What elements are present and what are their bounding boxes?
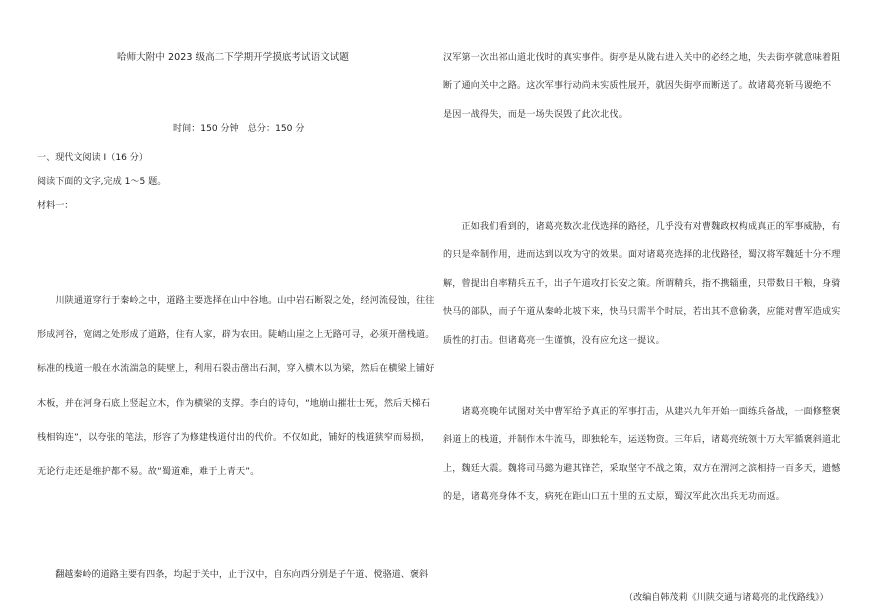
paragraph-continued (443, 44, 840, 129)
text-line: 质性的打击。但诸葛亮一生谨慎，没有应允这一提议。 (443, 335, 665, 346)
text-line: 快马的部队，而子午道从秦岭北坡下来，快马只需半个时辰，若出其不意偷袭，应能对曹军造成实 (443, 307, 841, 318)
text-line: 栈相钩连”，以夸张的笔法，形容了为修建栈道付出的代价。不仅如此，铺好的栈道狭窄而易损， (37, 432, 431, 443)
source-note: （改编自韩茂莉《川陕交通与诸葛亮的北伐路线》） (624, 593, 829, 603)
material-label: 材料一： (37, 201, 74, 211)
paragraph-2-start: 翻越秦岭的道路主要有四条，均起于关中，止于汉中，自东向西分别是子午道、傥骆道、褒斜 (37, 570, 429, 580)
text-line: 解，曾提出自率精兵五千，出子午道攻打长安之策。所谓精兵，指不携辎重，只带数日干粮，身骑 (443, 278, 841, 289)
exam-title: 哈师大附中 2023 级高二下学期开学摸底考试语文试题 (117, 52, 349, 63)
text-line: 诸葛亮晚年试图对关中曹军给予真正的军事打击，从建兴九年开始一面练兵备战，一面修整褒 (443, 407, 841, 417)
text-line: 的是，诸葛亮身体不支，病死在距山口五十里的五丈原，蜀汉军此次出兵无功而返。 (443, 492, 786, 503)
text-line: 上，魏廷大震。魏将司马懿为避其锋芒，采取坚守不战之策，双方在渭河之滨相持一百多天，遗憾 (443, 463, 841, 474)
text-line: 斜道上的栈道，并制作木牛流马，即独轮车，运送物资。三年后，诸葛亮统领十万大军循褒斜道北 (443, 435, 841, 446)
text-line: 标准的栈道一般在水流湍急的陡壁上，利用石裂击凿出石洞，穿入横木以为梁，然后在横梁上铺好 (37, 364, 435, 375)
text-line: 无论行走还是维护都不易。故“蜀道难，难于上青天”。 (37, 467, 260, 478)
exam-meta: 时间：150 分钟 总分：150 分 (173, 124, 305, 134)
paragraph-northern-expeditions (443, 213, 840, 355)
text-line: 形成河谷，宽阔之处形成了道路，住有人家，辟为农田。陡峭山崖之上无路可寻，必须开凿栈道。 (37, 330, 435, 341)
reading-instruction: 阅读下面的文字,完成 1～5 题。 (37, 177, 167, 187)
text-line: 汉军第一次出祁山道北伐时的真实事件。街亭是从陇右进入关中的必经之地，失去街亭就意味着阻 (443, 53, 841, 63)
paragraph-final-campaign (443, 398, 840, 512)
section-heading: 一、现代文阅读 I（16 分） (37, 153, 148, 163)
text-line: 正如我们看到的，诸葛亮数次北伐选择的路径，几乎没有对曹魏政权构成真正的军事威胁，有 (443, 222, 841, 232)
text-line: 木板，并在河身石底上竖起立木，作为横梁的支撑。李白的诗句，“地崩山摧壮士死，然后天梯石 (37, 398, 431, 409)
text-line: 川陕通道穿行于秦岭之中，道路主要选择在山中谷地。山中岩石断裂之处，经河流侵蚀，往往 (37, 296, 435, 306)
text-line: 的只是牵制作用，进而达到以攻为守的效果。面对诸葛亮选择的北伐路径，蜀汉将军魏延十分不理 (443, 250, 841, 261)
text-line: 断了通向关中之路。这次军事行动尚未实质性展开，就因失街亭而断送了。故诸葛亮斩马谡绝不 (443, 81, 832, 92)
text-line: 是因一战得失，而是一场失误毁了此次北伐。 (443, 109, 628, 120)
paragraph-1 (37, 284, 434, 489)
